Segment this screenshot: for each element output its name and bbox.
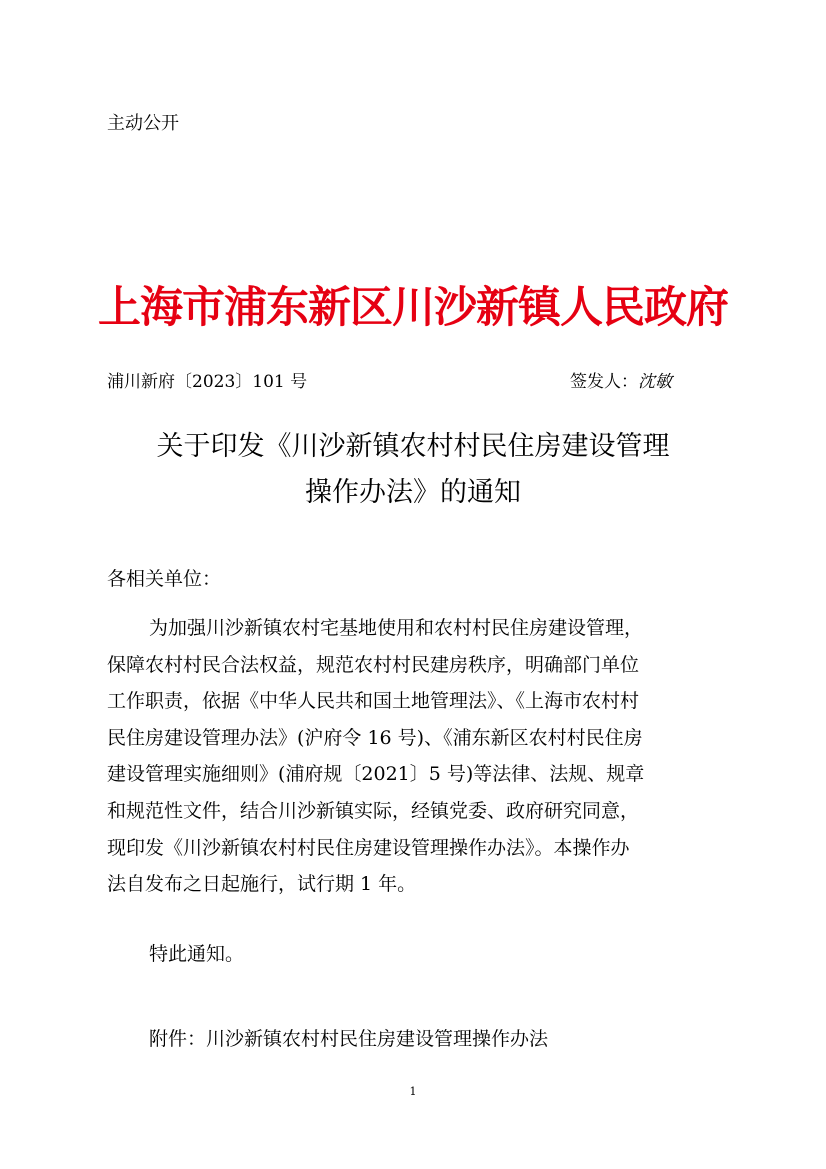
body-line: 为加强川沙新镇农村宅基地使用和农村村民住房建设管理， [149,617,644,639]
document-number: 浦川新府〔2023〕101 号 [107,372,308,392]
signer-label: 签发人： [570,372,638,392]
body-line: 民住房建设管理办法》(沪府令 16 号)、《浦东新区农村村民住房 [107,726,643,749]
title-line-2: 操作办法》的通知 [305,477,521,508]
body-line: 建设管理实施细则》(浦府规〔2021〕5 号)等法律、法规、规章 [107,763,645,786]
issuing-authority-masthead: 上海市浦东新区川沙新镇人民政府 [98,283,728,333]
body-line: 和规范性文件，结合川沙新镇实际，经镇党委、政府研究同意， [107,799,640,822]
salutation: 各相关单位： [107,568,222,590]
body-line: 保障农村村民合法权益，规范农村村民建房秩序，明确部门单位 [107,653,640,676]
body-line: 法自发布之日起施行，试行期 1 年。 [107,873,417,896]
document-title [100,424,726,516]
signer-line [570,370,672,394]
body-line: 现印发《川沙新镇农村村民住房建设管理操作办法》。本操作办 [107,836,630,859]
signer-name: 沈敏 [638,372,672,392]
closing-notice: 特此通知。 [149,943,245,965]
body-paragraph [107,610,719,903]
attachment-line: 附件：川沙新镇农村村民住房建设管理操作办法 [149,1028,549,1050]
title-line-1: 关于印发《川沙新镇农村村民住房建设管理 [156,431,670,462]
page-number: 1 [409,1085,417,1098]
disclosure-label: 主动公开 [107,113,179,134]
body-line: 工作职责，依据《中华人民共和国土地管理法》、《上海市农村村 [107,690,640,713]
